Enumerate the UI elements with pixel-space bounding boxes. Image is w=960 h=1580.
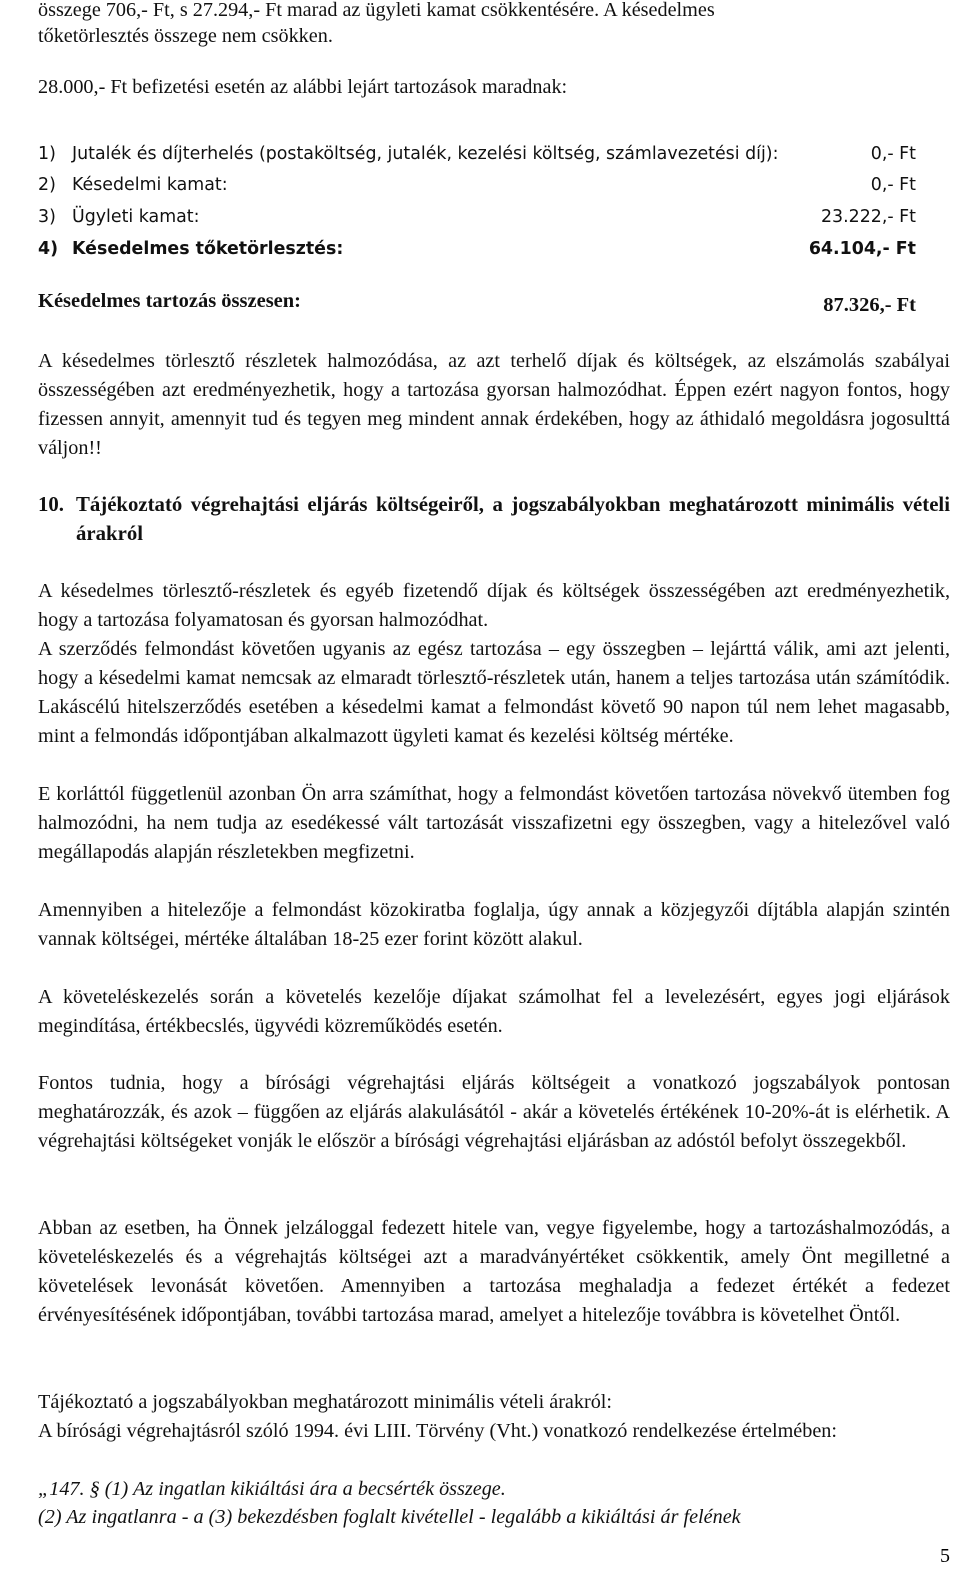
debt-item-number: 1) (38, 144, 56, 164)
intro-line-3: 28.000,- Ft befizetési esetén az alábbi lejárt tartozások maradnak: (38, 76, 568, 98)
section-title: Tájékoztató végrehajtási eljárás költségeiről, a jogszabályokban meghatározott minimális vételi árakról (76, 493, 950, 545)
debt-item-2 (38, 171, 916, 201)
debt-item-1 (38, 140, 916, 170)
debt-item-number: 2) (38, 175, 56, 195)
debt-item-4 (38, 235, 916, 265)
debt-item-amount: 0,- Ft (870, 175, 916, 195)
paragraph-2: A szerződés felmondást követően ugyanis az egész tartozása – egy összegben – lejárttá válik, ami azt jelenti, hogy a késedelmi kamat nemcsak az elmaradt törlesztő-részletek után, hanem a teljes tartozása után számítódik. Lakáscélú hitelszerződés esetében a késedelmi kamat a felmondást követő 90 napon túl nem lehet magasabb, mint a felmondás időpontjában alkalmazott ügyleti kamat és kezelési költség mértéke. (38, 638, 950, 747)
quote-line-1: „147. § (1) Az ingatlan kikiáltási ára a becsérték összege. (38, 1478, 506, 1500)
debt-item-number: 4) (38, 239, 59, 259)
debt-item-amount: 23.222,- Ft (820, 207, 916, 227)
intro-line-1: összege 706,- Ft, s 27.294,- Ft marad az ügyleti kamat csökkentésére. A késedelmes (38, 0, 715, 21)
debt-item-amount: 0,- Ft (870, 144, 916, 164)
warning-paragraph: A késedelmes törlesztő részletek halmozódása, az azt terhelő díjak és költségek, az elszámolás szabályai összességében azt eredményezhetik, hogy a tartozása gyorsan halmozódhat. Éppen ezért nagyon fontos, hogy fizessen annyit, amennyit tud és tegyen meg mindent annak érdekében, hogy az áthidaló megoldásra jogosulttá váljon!! (38, 350, 950, 459)
paragraph-8: Tájékoztató a jogszabályokban meghatározott minimális vételi árakról: (38, 1391, 613, 1413)
debt-item-3 (38, 203, 916, 233)
paragraph-6: Fontos tudnia, hogy a bírósági végrehajtási eljárás költségeit a vonatkozó jogszabályok pontosan meghatározzák, és azok – függően az eljárás alakulásától - akár a követelés értékének 10-20%-át is elérhetik. A végrehajtási költségeket vonják le először a bírósági végrehajtási eljárásban az adóstól befolyt összegekből. (38, 1072, 950, 1152)
quote-line-2: (2) Az ingatlanra - a (3) bekezdésben foglalt kivétellel - legalább a kikiáltási ár felének (38, 1506, 741, 1528)
paragraph-5: A követeléskezelés során a követelés kezelője díjakat számolhat fel a levelezésért, egyes jogi eljárások megindítása, értékbecslés, ügyvédi közreműködés esetén. (38, 986, 950, 1037)
page-number: 5 (940, 1545, 950, 1567)
debt-total-amount: 87.326,- Ft (823, 294, 916, 316)
paragraph-1: A késedelmes törlesztő-részletek és egyéb fizetendő díjak és költségek összességében azt eredményezhetik, hogy a tartozása folyamatosan és gyorsan halmozódhat. (38, 580, 950, 631)
debt-item-label: Késedelmes tőketörlesztés: (72, 239, 344, 259)
debt-item-label: Jutalék és díjterhelés (postaköltség, jutalék, kezelési költség, számlavezetési díj): (72, 144, 779, 164)
debt-item-number: 3) (38, 207, 56, 227)
debt-item-amount: 64.104,- Ft (808, 239, 916, 259)
debt-item-label: Késedelmi kamat: (72, 175, 228, 195)
debt-item-label: Ügyleti kamat: (72, 207, 200, 227)
paragraph-4: Amennyiben a hitelezője a felmondást közokiratba foglalja, úgy annak a közjegyzői díjtábla alapján szintén vannak költségei, mértéke általában 18-25 ezer forint között alakul. (38, 899, 950, 950)
paragraph-9: A bírósági végrehajtásról szóló 1994. évi LIII. Törvény (Vht.) vonatkozó rendelkezése értelmében: (38, 1420, 838, 1442)
paragraph-3: E korláttól függetlenül azonban Ön arra számíthat, hogy a felmondást követően tartozása növekvő ütemben fog halmozódni, ha nem tudja az esedékessé vált tartozását visszafizetni egy összegben, vagy a hitelezővel való megállapodás alapján részletekben megfizetni. (38, 783, 950, 863)
intro-line-2: tőketörlesztés összege nem csökken. (38, 25, 333, 47)
section-number: 10. (38, 493, 64, 516)
paragraph-7: Abban az esetben, ha Önnek jelzáloggal fedezett hitele van, vegye figyelembe, hogy a tartozáshalmozódás, a követeléskezelés és a végrehajtás költségei azt a maradványértéket csökkentik, amely Önt megilletné a követelések levonását követően. Amennyiben a tartozása meghaladja a fedezet értékét a fedezet érvényesítésének időpontjában, további tartozása marad, amelyet a hitelezője továbbra is követelhet Öntől. (38, 1217, 950, 1326)
debt-total-label: Késedelmes tartozás összesen: (38, 290, 302, 312)
